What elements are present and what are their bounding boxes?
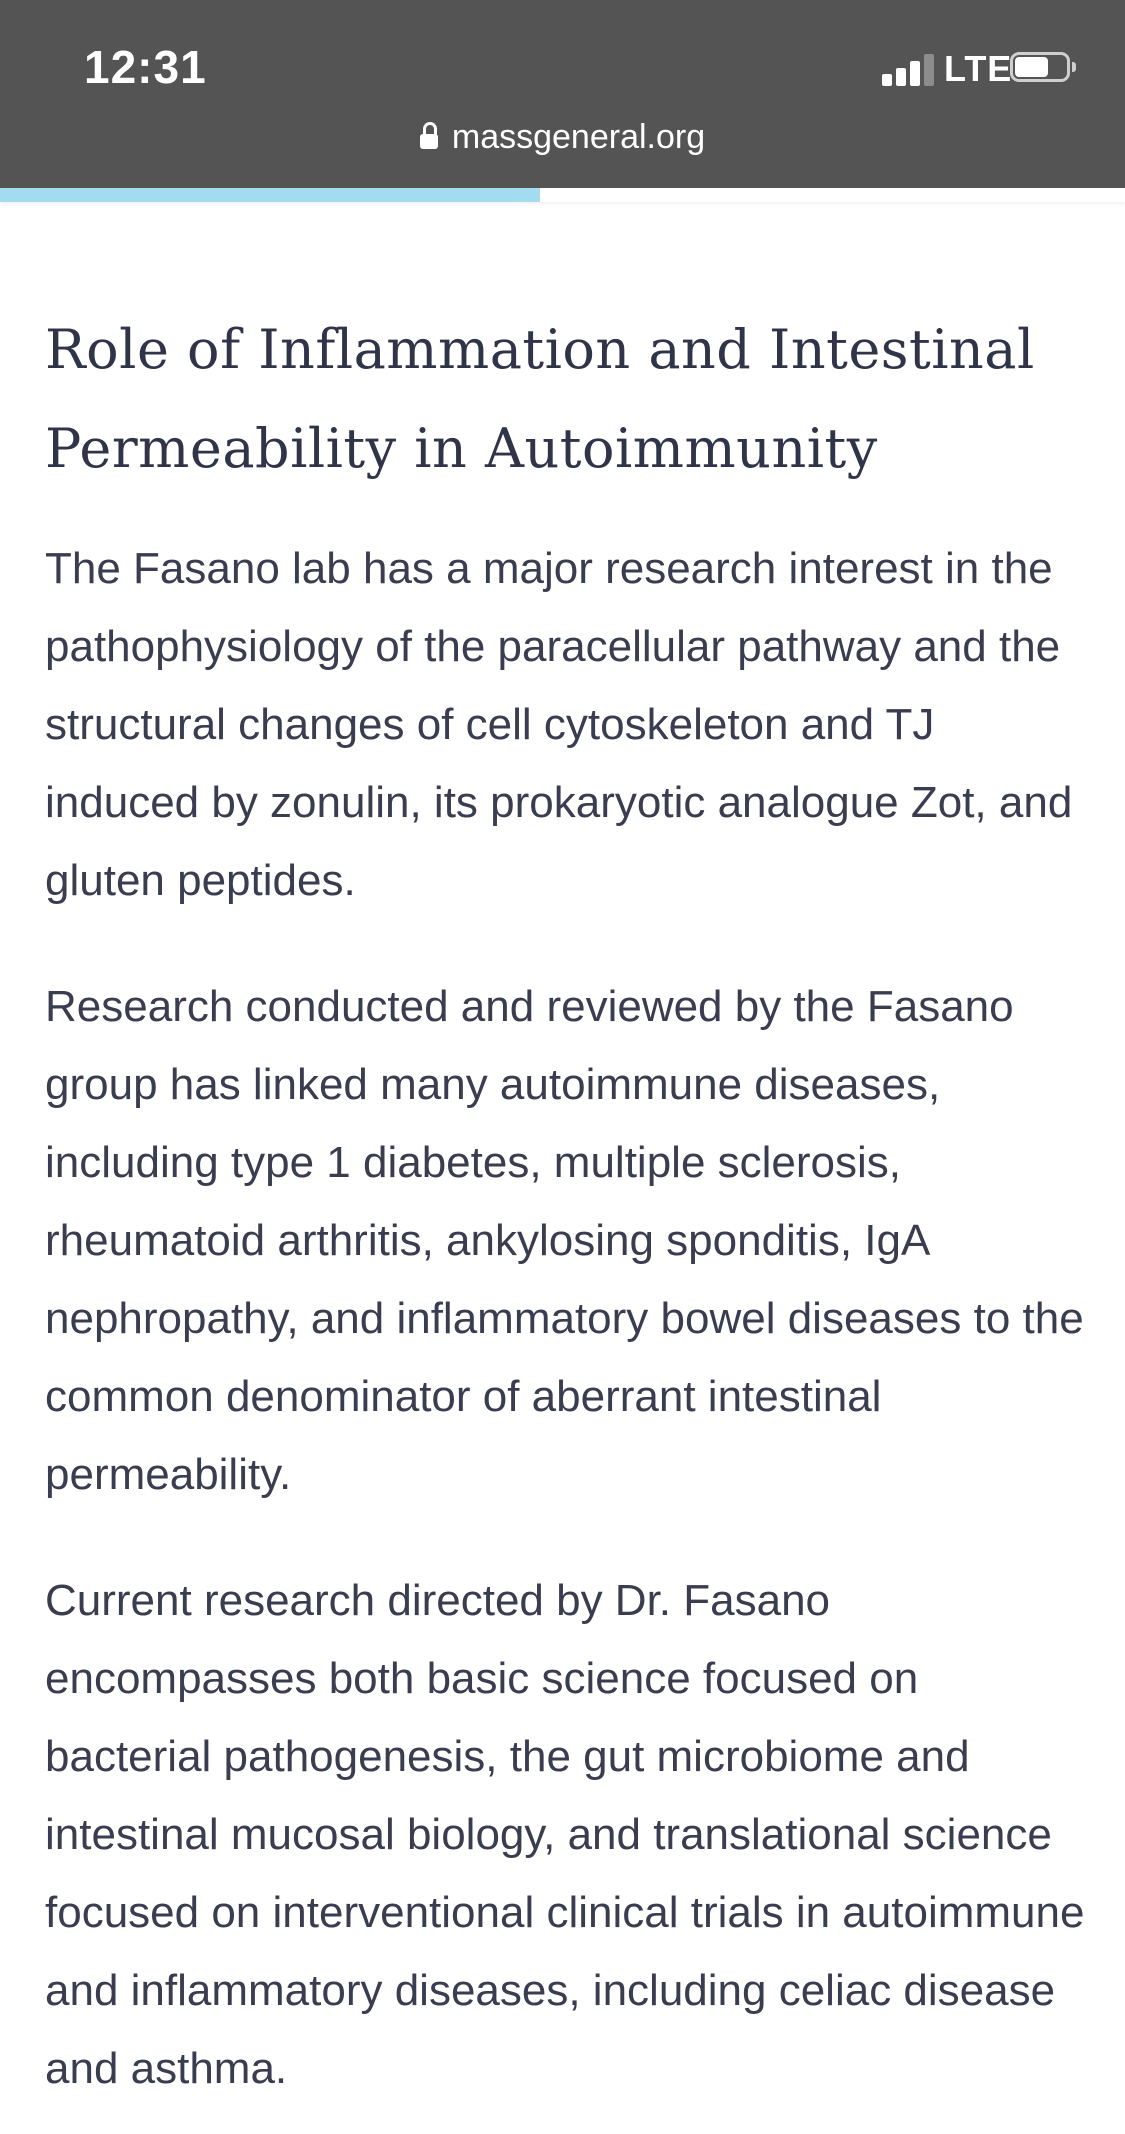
article: [45, 300, 1085, 2108]
address-bar[interactable]: [0, 118, 1125, 157]
article-paragraph-1: The Fasano lab has a major research interest in the pathophysiology of the paracellular pathway and the structural changes of cell cytoskeleton and TJ induced by zonulin, its prokaryotic analogue Zot, and gluten peptides.: [45, 544, 1073, 905]
status-bar: [0, 0, 1125, 188]
battery-icon: [1010, 52, 1076, 86]
battery-level-fill: [1015, 57, 1048, 77]
cellular-signal-icon: [882, 52, 934, 86]
page-load-progress-fill: [0, 188, 540, 202]
article-paragraph-2: Research conducted and reviewed by the Fasano group has linked many autoimmune diseases, including type 1 diabetes, multiple sclerosis, rheumatoid arthritis, ankylosing sponditis, IgA nephropathy, and inflammatory bowel diseases to the common denominator of aberrant intestinal permeability.: [45, 982, 1084, 1499]
url-text: massgeneral.org: [451, 118, 706, 156]
page-load-progress: [0, 188, 1125, 202]
network-type: LTE: [944, 48, 1013, 89]
lock-icon: [420, 122, 438, 150]
status-time: 12:31: [84, 41, 207, 93]
article-title: Role of Inflammation and Intestinal Permeability in Autoimmunity: [45, 318, 1035, 480]
article-paragraph-3: Current research directed by Dr. Fasano encompasses both basic science focused on bacterial pathogenesis, the gut microbiome and intestinal mucosal biology, and translational science focused on interventional clinical trials in autoimmune and inflammatory diseases, including celiac disease and asthma.: [45, 1576, 1085, 2093]
